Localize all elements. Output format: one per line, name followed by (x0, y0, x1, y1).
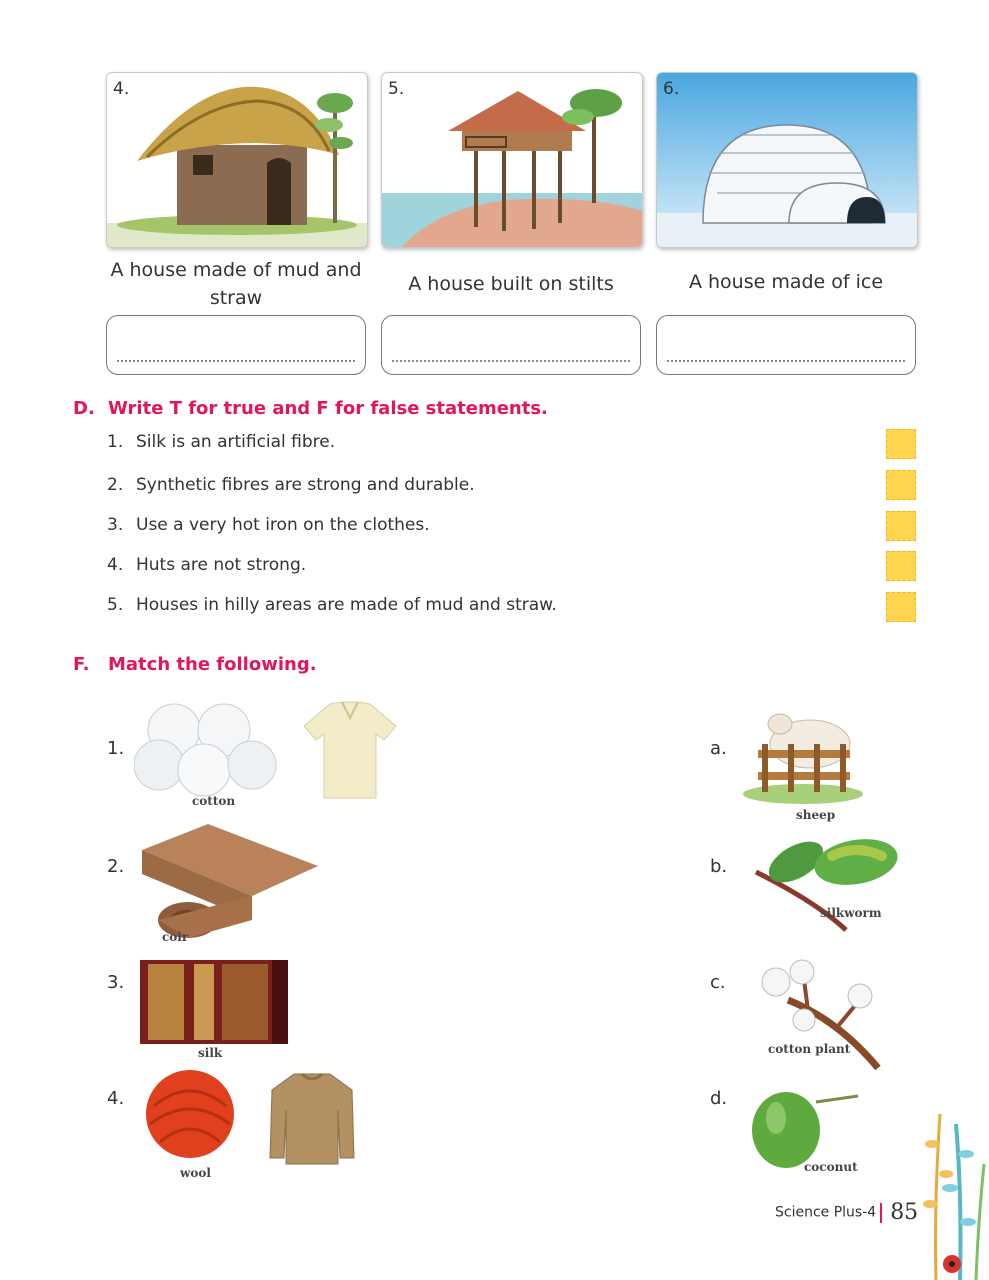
tf-answer-box-4[interactable] (886, 551, 916, 581)
match-left-number: 2. (107, 856, 125, 877)
house-number: 5. (388, 79, 405, 99)
tf-answer-box-3[interactable] (886, 511, 916, 541)
statement-5 (107, 595, 557, 615)
match-right-letter: d. (710, 1088, 728, 1109)
answer-box[interactable] (106, 315, 366, 375)
tf-answer-box-1[interactable] (886, 429, 916, 459)
stilt-house-illustration (382, 73, 642, 247)
wool-sweater-image (266, 1070, 358, 1166)
mud-hut-illustration (107, 73, 367, 247)
wool-ball-image (140, 1066, 240, 1162)
section-title: Write T for true and F for false statements. (108, 398, 548, 419)
silk-cloth-image (138, 958, 290, 1046)
statement-1 (107, 432, 335, 452)
page-number: 85 (890, 1200, 919, 1225)
statement-2 (107, 475, 475, 495)
coir-mat-image (128, 820, 324, 948)
statement-number: 5. (107, 595, 124, 615)
house-card-mud-hut (106, 72, 368, 248)
house-card-stilt-house (381, 72, 643, 248)
match-left-number: 4. (107, 1088, 125, 1109)
section-title: Match the following. (108, 654, 317, 675)
igloo-illustration (657, 73, 917, 247)
statement-number: 2. (107, 475, 124, 495)
answer-line (392, 360, 630, 362)
sheep-image (740, 694, 866, 806)
house-caption: A house made of mud and straw (110, 259, 362, 309)
house-card-igloo (656, 72, 918, 248)
match-right-letter: a. (710, 738, 727, 759)
statement-number: 1. (107, 432, 124, 452)
tf-answer-box-2[interactable] (886, 470, 916, 500)
section-f-heading (73, 654, 317, 675)
match-tag: wool (180, 1166, 211, 1180)
answer-line (117, 360, 355, 362)
match-tag: cotton plant (768, 1042, 851, 1056)
cotton-balls-image (134, 700, 284, 800)
match-tag: coconut (804, 1160, 858, 1174)
match-tag: coir (162, 930, 189, 944)
footer-divider (880, 1203, 882, 1223)
statement-number: 4. (107, 555, 124, 575)
house-caption: A house built on stilts (408, 273, 614, 295)
section-letter: D. (73, 398, 95, 419)
book-title: Science Plus-4 (775, 1204, 877, 1221)
match-left-number: 3. (107, 972, 125, 993)
statement-3 (107, 515, 430, 535)
tf-answer-box-5[interactable] (886, 592, 916, 622)
statement-text: Synthetic fibres are strong and durable. (136, 475, 475, 495)
answer-line (667, 360, 905, 362)
decorative-plant-border (916, 1104, 989, 1280)
house-caption: A house made of ice (688, 271, 884, 293)
match-left-number: 1. (107, 738, 125, 759)
match-tag: silk (198, 1046, 223, 1060)
statement-text: Houses in hilly areas are made of mud and straw. (136, 595, 557, 615)
section-letter: F. (73, 654, 90, 675)
page-footer (775, 1200, 918, 1225)
statement-text: Huts are not strong. (136, 555, 307, 575)
house-number: 6. (663, 79, 680, 99)
statement-text: Use a very hot iron on the clothes. (136, 515, 430, 535)
match-tag: silkworm (820, 906, 882, 920)
match-tag: cotton (192, 794, 236, 808)
section-d-heading (73, 398, 548, 419)
statement-text: Silk is an artificial fibre. (136, 432, 336, 452)
answer-box[interactable] (656, 315, 916, 375)
house-number: 4. (113, 79, 130, 99)
answer-box[interactable] (381, 315, 641, 375)
statement-number: 3. (107, 515, 124, 535)
statement-4 (107, 555, 306, 575)
cotton-shirt-image (300, 700, 400, 800)
match-tag: sheep (796, 808, 836, 822)
match-right-letter: b. (710, 856, 728, 877)
match-right-letter: c. (710, 972, 726, 993)
coconut-image (746, 1088, 862, 1170)
